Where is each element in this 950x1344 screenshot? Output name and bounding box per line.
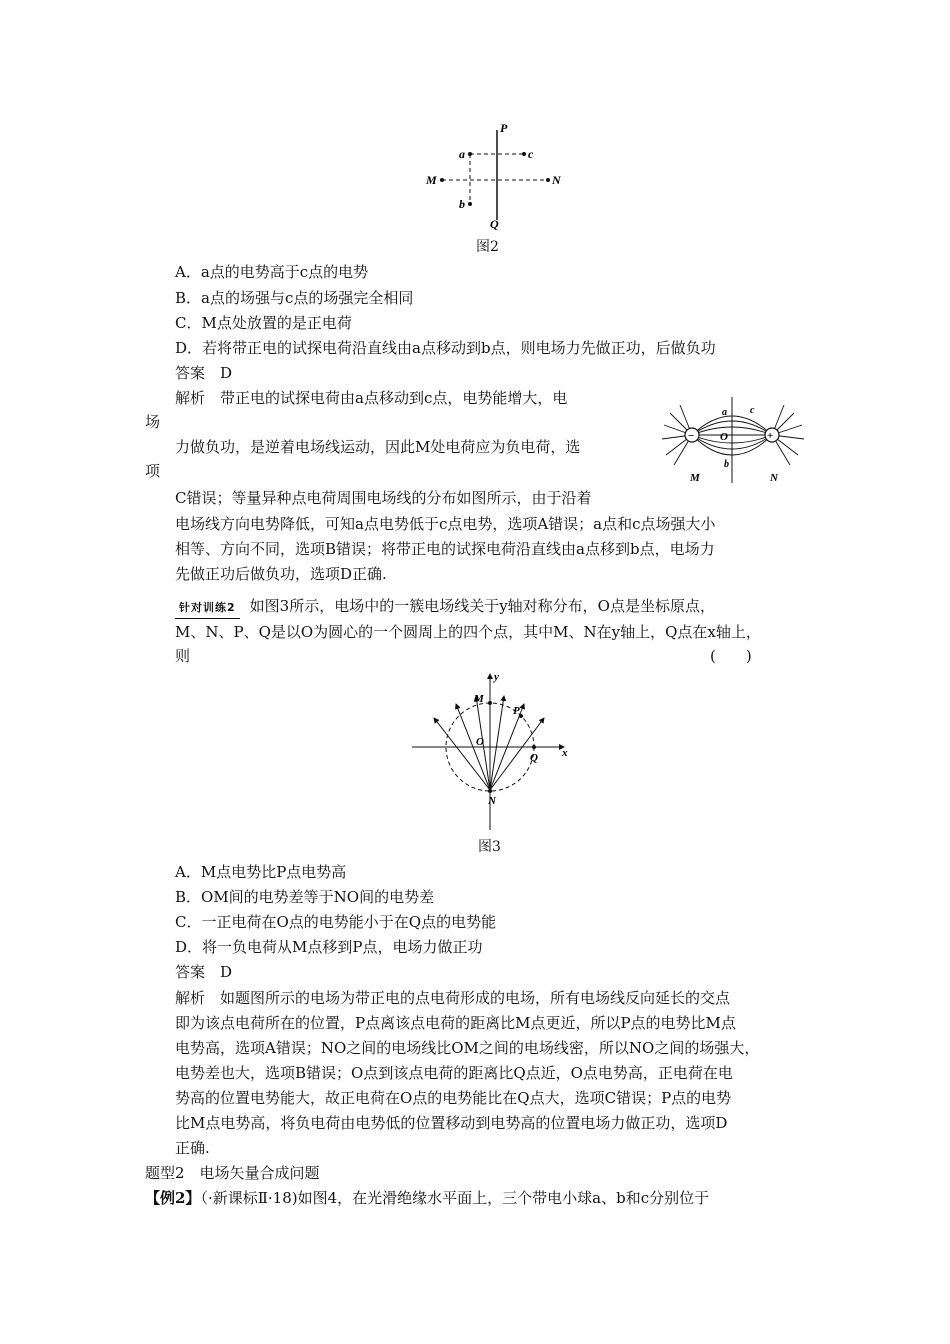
dipole-label-b: b bbox=[724, 459, 729, 470]
q2-paren: ( ) bbox=[710, 647, 752, 665]
fig2-caption: 图2 bbox=[476, 239, 499, 255]
fig2-label-Q: Q bbox=[490, 217, 499, 231]
q2-explanation-4: 电势差也大，选项B错误；O点到该点电荷的距离比Q点近，O点电势高，正电荷在电 bbox=[175, 1064, 733, 1082]
q2-explanation-2: 即为该点电荷所在的位置，P点离该点电荷的距离比M点更近，所以P点的电势比M点 bbox=[175, 1014, 736, 1032]
fig3-caption: 图3 bbox=[478, 839, 501, 855]
q2-stem-1 bbox=[175, 596, 715, 619]
fig2-label-a: a bbox=[459, 147, 465, 161]
q1-explanation-5: 相等、方向不同，选项B错误；将带正电的试探电荷沿直线由a点移到b点，电场力 bbox=[175, 540, 715, 558]
q2-stem-2: M、N、P、Q是以O为圆心的一个圆周上的四个点，其中M、N在y轴上，Q点在x轴上， bbox=[175, 623, 761, 641]
q1-explanation-6: 先做正功后做负功，选项D正确. bbox=[175, 565, 387, 583]
q2-explanation-5: 势高的位置电势能大，故正电荷在O点的电势能比在Q点大，选项C错误；P点的电势 bbox=[175, 1089, 732, 1107]
dipole-label-O: O bbox=[720, 431, 728, 443]
q2-answer: 答案 D bbox=[175, 963, 233, 981]
fig2-label-N: N bbox=[552, 173, 561, 187]
q2-option-d: D．将一负电荷从M点移到P点，电场力做正功 bbox=[175, 938, 483, 956]
q1-explanation-2b: 项 bbox=[145, 462, 161, 480]
fig2-label-M: M bbox=[426, 173, 437, 187]
q2-stem-3: 则 bbox=[175, 647, 191, 665]
q1-option-c: C．M点处放置的是正电荷 bbox=[175, 314, 352, 332]
q2-explanation-7: 正确. bbox=[175, 1139, 210, 1157]
fig3-label-Q: Q bbox=[530, 752, 538, 764]
q2-stem-1-text: 如图3所示，电场中的一簇电场线关于y轴对称分布，O点是坐标原点， bbox=[249, 597, 715, 615]
q1-explanation-3: C错误；等量异种点电荷周围电场线的分布如图所示，由于沿着 bbox=[175, 489, 592, 507]
fig3-label-N: N bbox=[488, 795, 496, 807]
example-2-text: （·新课标Ⅱ·18)如图4，在光滑绝缘水平面上，三个带电小球a、b和c分别位于 bbox=[200, 1189, 710, 1207]
figure-2 bbox=[420, 120, 570, 232]
fig3-label-y: y bbox=[494, 671, 499, 683]
example-2-label: 【例2】 bbox=[145, 1189, 201, 1207]
q1-answer: 答案 D bbox=[175, 364, 233, 382]
q1-explanation-4: 电场线方向电势降低，可知a点电势低于c点电势，选项A错误；a点和c点场强大小 bbox=[175, 515, 716, 533]
example-2 bbox=[145, 1188, 709, 1208]
q2-explanation-6: 比M点电势高，将负电荷由电势低的位置移动到电势高的位置电场力做正功，选项D bbox=[175, 1114, 728, 1132]
fig2-label-c: c bbox=[528, 147, 534, 161]
fig3-label-O: O bbox=[476, 736, 484, 748]
fig2-label-P: P bbox=[500, 121, 508, 135]
fig2-label-b: b bbox=[459, 197, 465, 211]
q2-option-b: B．OM间的电势差等于NO间的电势差 bbox=[175, 888, 435, 906]
fig3-label-M: M bbox=[474, 693, 484, 705]
q1-option-a: A．a点的电势高于c点的电势 bbox=[175, 263, 369, 281]
dipole-minus: − bbox=[688, 430, 695, 442]
dipole-field-figure bbox=[652, 395, 827, 487]
section-title: 题型2 电场矢量合成问题 bbox=[145, 1164, 320, 1182]
dipole-label-N: N bbox=[770, 472, 778, 484]
q2-badge: 针对训练2 bbox=[175, 598, 240, 619]
q2-explanation-1: 解析 如题图所示的电场为带正电的点电荷形成的电场，所有电场线反向延长的交点 bbox=[175, 989, 731, 1007]
dipole-plus: + bbox=[767, 430, 774, 442]
q1-option-d: D．若将带正电的试探电荷沿直线由a点移动到b点，则电场力先做正功，后做负功 bbox=[175, 339, 716, 357]
figure-3 bbox=[412, 670, 577, 835]
q1-explanation-1: 解析 带正电的试探电荷由a点移动到c点，电势能增大，电 bbox=[175, 389, 568, 407]
dipole-label-M: M bbox=[690, 472, 700, 484]
dipole-label-a: a bbox=[722, 407, 727, 418]
q2-explanation-3: 电势高，选项A错误；NO之间的电场线比OM之间的电场线密，所以NO之间的场强大， bbox=[175, 1039, 760, 1057]
fig3-label-P: P bbox=[513, 705, 520, 717]
q1-explanation-1b: 场 bbox=[145, 413, 161, 431]
q2-option-c: C．一正电荷在O点的电势能小于在Q点的电势能 bbox=[175, 913, 497, 931]
q2-option-a: A．M点电势比P点电势高 bbox=[175, 863, 347, 881]
q1-option-b: B．a点的场强与c点的场强完全相同 bbox=[175, 289, 414, 307]
dipole-label-c: c bbox=[750, 405, 755, 416]
q1-explanation-2: 力做负功，是逆着电场线运动，因此M处电荷应为负电荷，选 bbox=[175, 438, 581, 456]
fig3-label-x: x bbox=[562, 747, 568, 759]
